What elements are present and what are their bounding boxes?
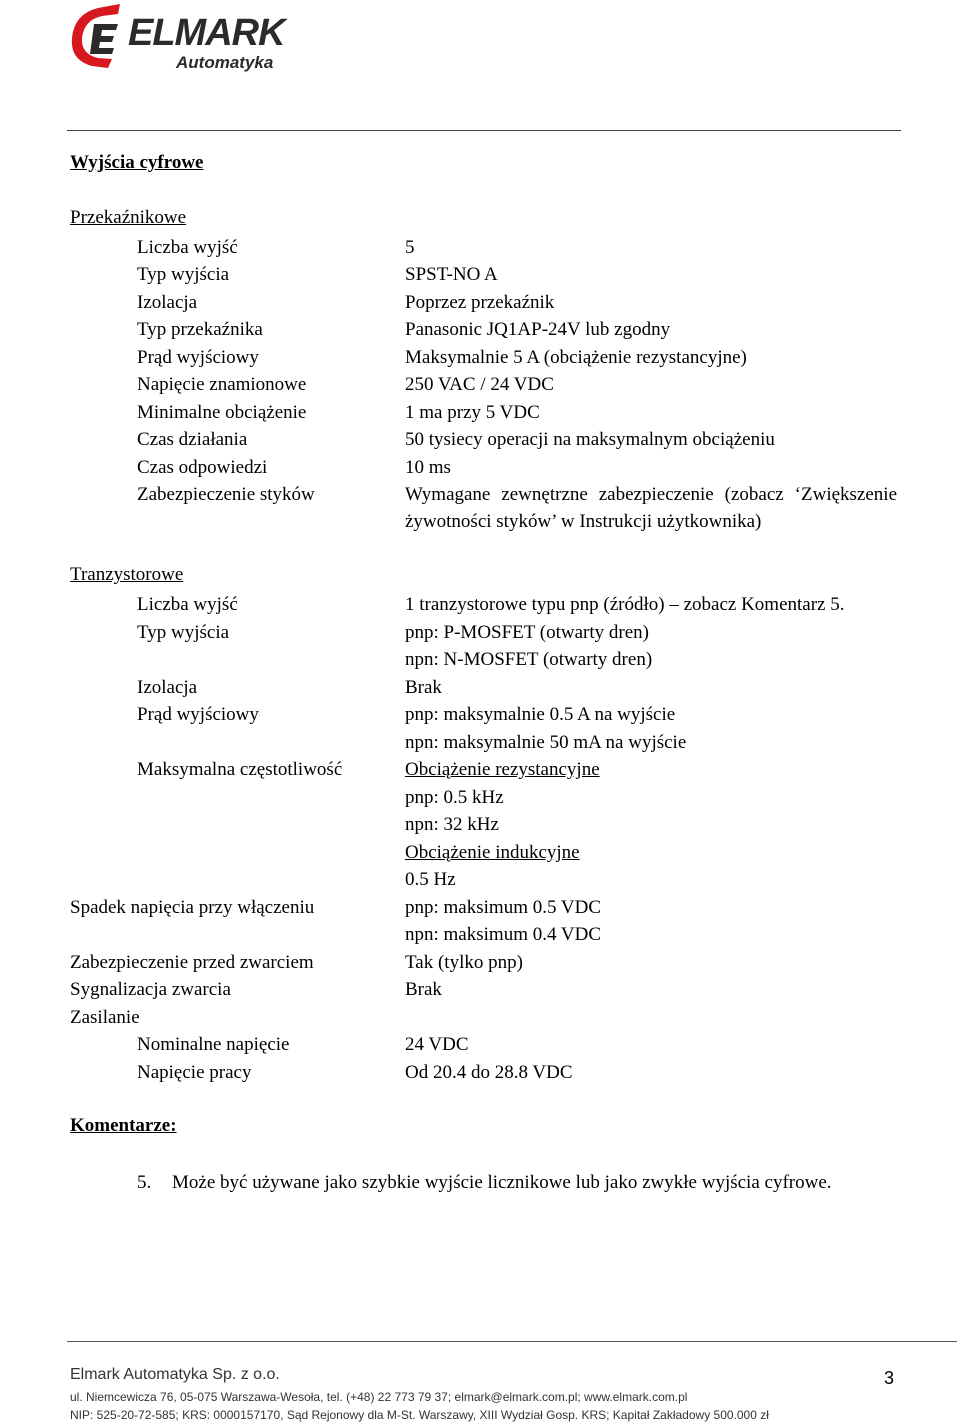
spec-label: Maksymalna częstotliwość	[137, 759, 343, 780]
spec-label: Prąd wyjściowy	[137, 704, 259, 725]
logo-mark-e	[90, 24, 118, 54]
spec-value: Poprzez przekaźnik	[405, 292, 555, 313]
spec-value: pnp: P-MOSFET (otwarty dren)	[405, 622, 649, 643]
section-title-digital-outputs: Wyjścia cyfrowe	[70, 152, 204, 173]
spec-label: Izolacja	[137, 292, 198, 313]
spec-value-contact-protection: Wymagane zewnętrzne zabezpieczenie (zobacz ‘Zwiększenie żywotności styków’ w Instrukcji użytkownika)	[405, 484, 897, 533]
spec-value: npn: N-MOSFET (otwarty dren)	[405, 649, 653, 670]
subsection-title-relay: Przekaźnikowe	[70, 207, 187, 228]
spec-value: npn: 32 kHz	[405, 814, 499, 835]
spec-label: Typ wyjścia	[137, 622, 230, 643]
spec-label: Napięcie pracy	[137, 1062, 252, 1083]
spec-value: 1 ma przy 5 VDC	[405, 402, 540, 423]
spec-label: Napięcie znamionowe	[137, 374, 307, 395]
spec-label: Czas działania	[137, 429, 248, 450]
spec-value: 24 VDC	[405, 1034, 469, 1055]
spec-label: Typ wyjścia	[137, 264, 230, 285]
subsection-title-power: Zasilanie	[70, 1007, 140, 1028]
spec-value: Maksymalnie 5 A (obciążenie rezystancyjne)	[405, 347, 747, 368]
footer-registration: NIP: 525-20-72-585; KRS: 0000157170, Sąd Rejonowy dla M-St. Warszawy, XIII Wydział Gosp. KRS; Kapitał Zakładowy 500.000 zł	[70, 1408, 769, 1422]
spec-label: Prąd wyjściowy	[137, 347, 259, 368]
spec-label: Nominalne napięcie	[137, 1034, 290, 1055]
elmark-logo	[68, 2, 328, 72]
spec-label: Zabezpieczenie przed zwarciem	[70, 952, 314, 973]
spec-label: Izolacja	[137, 677, 198, 698]
spec-value: Brak	[405, 677, 442, 698]
spec-label: Liczba wyjść	[137, 237, 238, 258]
spec-value: 0.5 Hz	[405, 869, 456, 890]
spec-value: 50 tysiecy operacji na maksymalnym obciążeniu	[405, 429, 775, 450]
comment-number: 5.	[137, 1172, 152, 1193]
spec-label: Liczba wyjść	[137, 594, 238, 615]
spec-value-heading: Obciążenie indukcyjne	[405, 842, 580, 863]
spec-value: Tak (tylko pnp)	[405, 952, 523, 973]
spec-label: Sygnalizacja zwarcia	[70, 979, 231, 1000]
spec-label: Minimalne obciążenie	[137, 402, 307, 423]
header-divider	[67, 130, 901, 131]
spec-value: pnp: 0.5 kHz	[405, 787, 504, 808]
subsection-title-transistor: Tranzystorowe	[70, 564, 184, 585]
spec-value: 10 ms	[405, 457, 451, 478]
spec-value: 250 VAC / 24 VDC	[405, 374, 554, 395]
spec-value: npn: maksymalnie 50 mA na wyjście	[405, 732, 687, 753]
spec-value: Od 20.4 do 28.8 VDC	[405, 1062, 573, 1083]
logo-tagline-text: Automatyka	[176, 53, 274, 72]
spec-value: npn: maksimum 0.4 VDC	[405, 924, 601, 945]
spec-value: 1 tranzystorowe typu pnp (źródło) – zobacz Komentarz 5.	[405, 594, 845, 615]
spec-label: Spadek napięcia przy włączeniu	[70, 897, 315, 918]
footer-divider	[67, 1341, 957, 1342]
spec-value-heading: Obciążenie rezystancyjne	[405, 759, 600, 780]
logo-brand-text: ELMARK	[128, 12, 285, 54]
footer-address: ul. Niemcewicza 76, 05-075 Warszawa-Wesoła, tel. (+48) 22 773 79 37; elmark@elmark.com.pl; www.elmark.com.pl	[70, 1390, 688, 1404]
spec-value: SPST-NO A	[405, 264, 498, 285]
page-number: 3	[884, 1368, 895, 1388]
spec-value: pnp: maksimum 0.5 VDC	[405, 897, 601, 918]
spec-label: Czas odpowiedzi	[137, 457, 268, 478]
spec-value: Panasonic JQ1AP-24V lub zgodny	[405, 319, 671, 340]
footer-company: Elmark Automatyka Sp. z o.o.	[70, 1366, 280, 1383]
spec-value: Brak	[405, 979, 442, 1000]
spec-value: 5	[405, 237, 415, 258]
spec-label: Zabezpieczenie styków	[137, 484, 315, 505]
comment-text: Może być używane jako szybkie wyjście licznikowe lub jako zwykłe wyjścia cyfrowe.	[172, 1172, 832, 1193]
comments-title: Komentarze:	[70, 1115, 177, 1136]
spec-label: Typ przekaźnika	[137, 319, 263, 340]
spec-value: pnp: maksymalnie 0.5 A na wyjście	[405, 704, 676, 725]
